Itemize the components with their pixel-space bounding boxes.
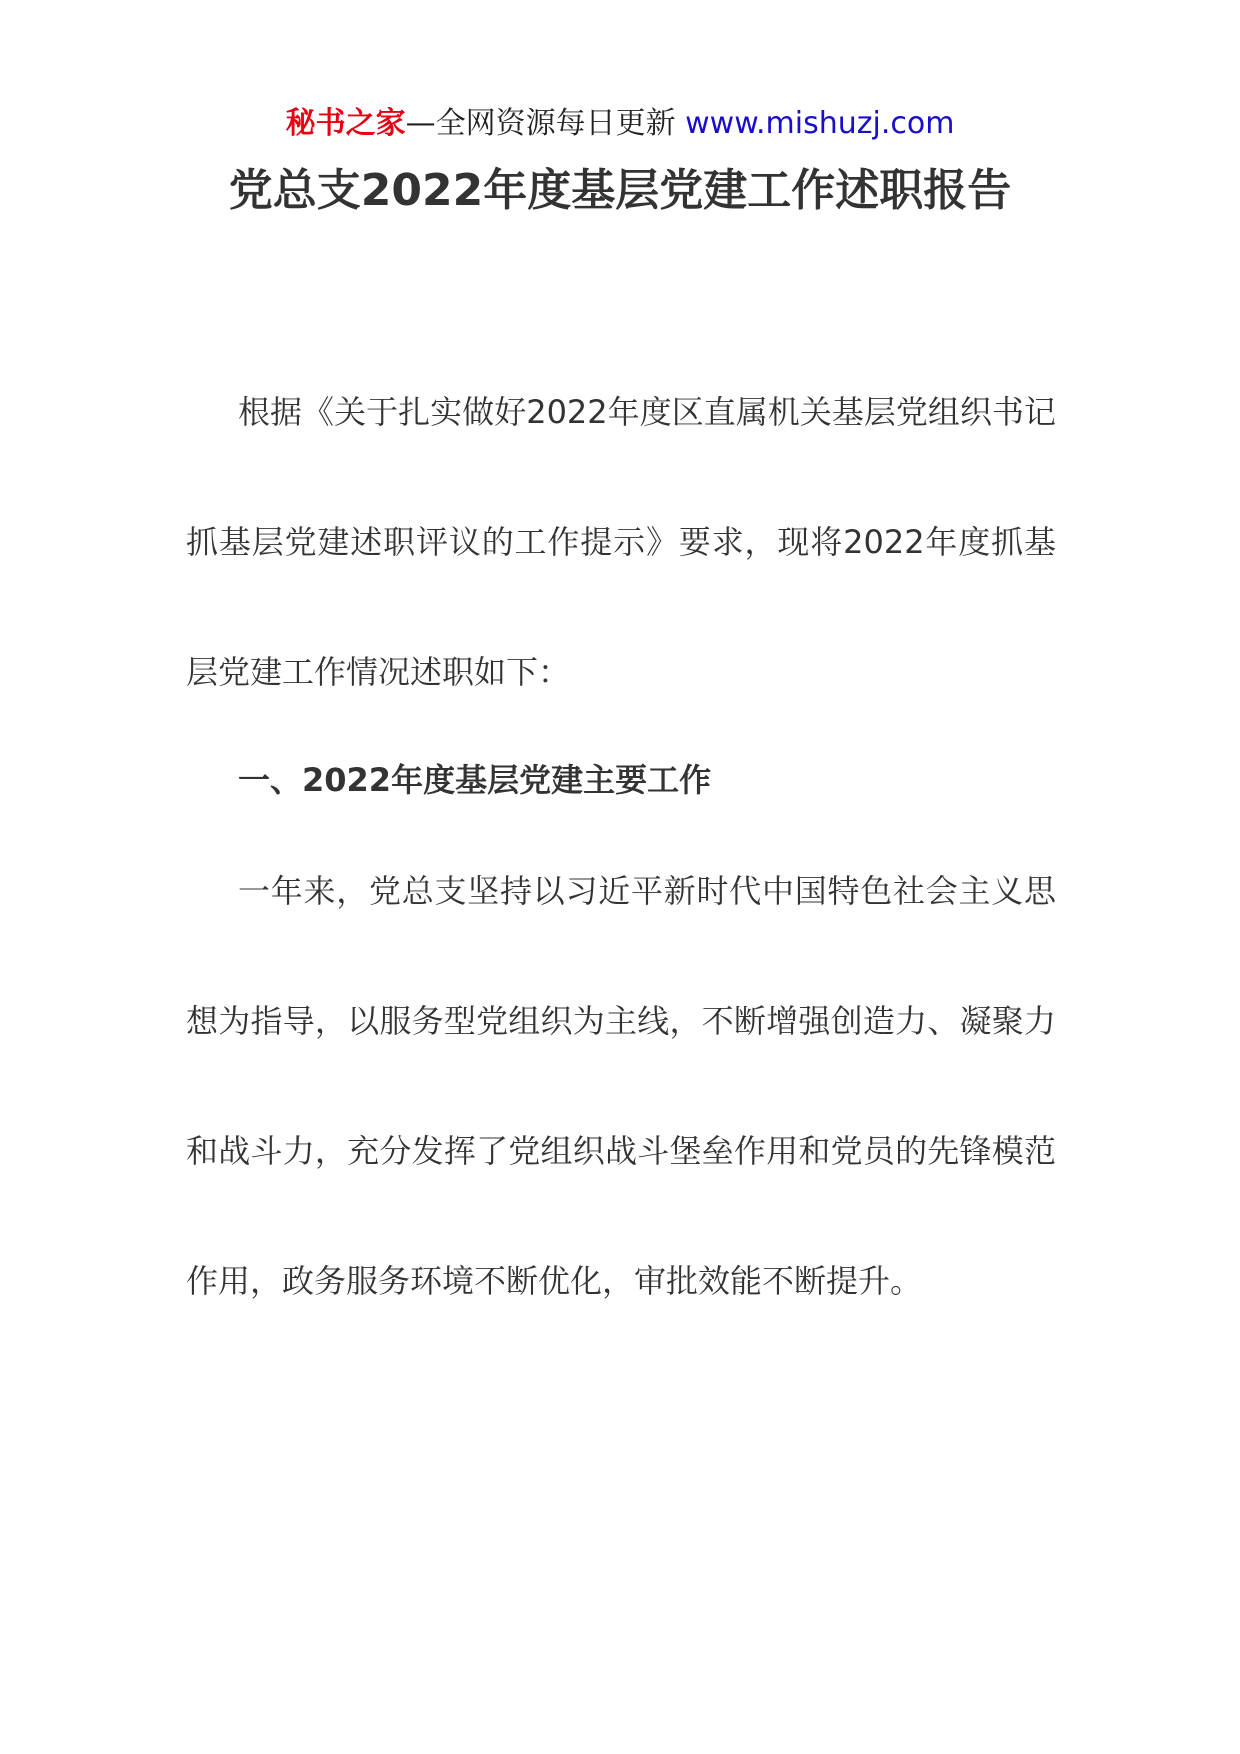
body-paragraph: 一年来，党总支坚持以习近平新时代中国特色社会主义思想为指导，以服务型党组织为主线，不断增强创造力、凝聚力和战斗力，充分发挥了党组织战斗堡垒作用和党员的先锋模范作用，政务服务环境不断优化，审批效能不断提升。	[186, 872, 1056, 1300]
intro-paragraph: 根据《关于扎实做好2022年度区直属机关基层党组织书记抓基层党建述职评议的工作提示》要求，现将2022年度抓基层党建工作情况述职如下：	[186, 393, 1056, 691]
document-title: 党总支2022年度基层党建工作述职报告	[228, 165, 1012, 216]
header-slogan: —全网资源每日更新	[405, 106, 686, 141]
section-heading: 一、2022年度基层党建主要工作	[238, 761, 712, 799]
site-url-link[interactable]: www.mishuzj.com	[685, 106, 955, 141]
site-header	[0, 104, 1240, 144]
brand-name: 秘书之家	[285, 106, 406, 141]
